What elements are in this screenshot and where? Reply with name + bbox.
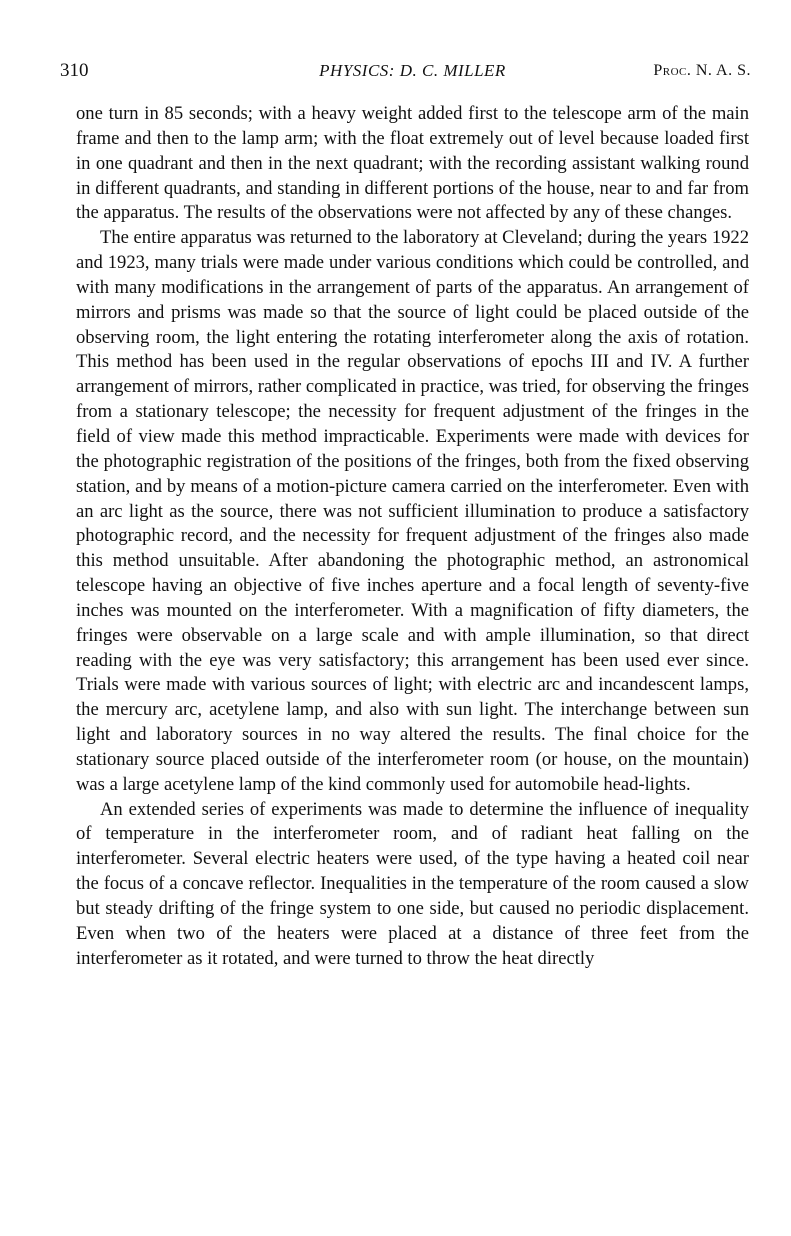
paragraph-apparatus-cleveland: The entire apparatus was returned to the laboratory at Cleveland; during the years 1922 and 1923, many trials were made under various conditions which could be controlled, and with many modifications in the arrangement of parts of the apparatus. An arrangement of mirrors and prisms was made so that the source of light could be placed outside of the observing room, the light entering the rotating interferometer along the axis of rotation. This method has been used in the regular observations of epochs III and IV. A further arrangement of mirrors, rather complicated in practice, was tried, for observing the fringes from a stationary telescope; the necessity for frequent adjustment of the fringes in the field of view made this method impracticable. Experiments were made with devices for the photographic registration of the positions of the fringes, both from the fixed observing station, and by means of a motion-picture camera carried on the interferometer. Even with an arc light as the source, there was not sufficient illumination to produce a satisfactory photographic record, and the necessity for frequent adjustment of the fringes also made this method unsuitable. After abandoning the photographic method, an astronomical telescope having an objective of five inches aperture and a focal length of seventy-five inches was mounted on the interferometer. With a magnification of fifty diameters, the fringes were observable on a large scale and with ample illumination, so that direct reading with the eye was very satisfactory; this arrangement has been used ever since. Trials were made with various sources of light; with electric arc and incandescent lamps, the mercury arc, acetylene lamp, and also with sun light. The interchange between sun light and laboratory sources in no way altered the results. The final choice for the stationary source placed outside of the interferometer room (or house, on the mountain) was a large acetylene lamp of the kind commonly used for automobile head-lights. [76,227,750,795]
page-number: 310 [60,60,89,81]
running-title: PHYSICS: D. C. MILLER [319,61,506,80]
journal-abbreviation: Proc. N. A. S. [653,62,751,79]
page [60,58,751,972]
running-head [60,58,751,84]
body-text [76,102,749,972]
paragraph-temperature-experiments: An extended series of experiments was made to determine the influence of inequality of temperature in the interferometer room, and of radiant heat falling on the interferometer. Several electric heaters were used, of the type having a heated coil near the focus of a concave reflector. Inequalities in the temperature of the room caused a slow but steady drifting of the fringe system to one side, but caused no periodic displacement. Even when two of the heaters were placed at a distance of three feet from the interferometer as it rotated, and were turned to throw the heat directly [76,798,749,969]
paragraph-continuation: one turn in 85 seconds; with a heavy weight added first to the telescope arm of the main frame and then to the lamp arm; with the float extremely out of level because loaded first in one quadrant and then in the next quadrant; with the recording assistant walking round in different quadrants, and standing in different portions of the house, near to and far from the apparatus. The results of the observations were not affected by any of these changes. [76,103,749,224]
